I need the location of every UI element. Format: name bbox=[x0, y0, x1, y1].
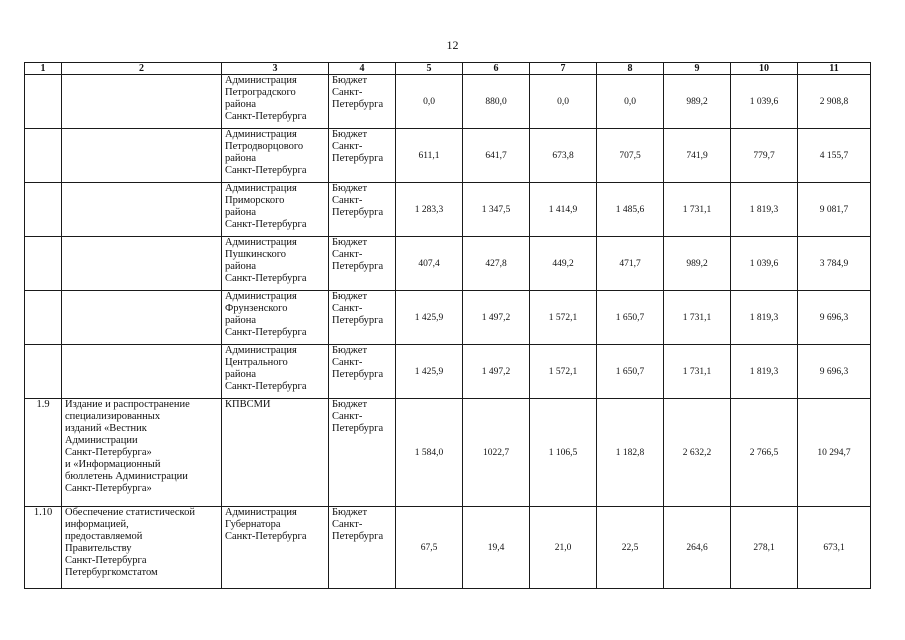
name_lines-line: предоставляемой bbox=[65, 531, 143, 542]
value-cell-col-7: 449,2 bbox=[530, 237, 597, 291]
value-cell-col-10: 1 039,6 bbox=[731, 75, 798, 129]
executor_lines-line: района bbox=[225, 153, 257, 164]
executor_lines-line: Администрация bbox=[225, 507, 297, 518]
value-cell-col-5: 1 584,0 bbox=[396, 399, 463, 507]
row-index-cell: 1.10 bbox=[25, 507, 62, 589]
name_lines-line: Обеспечение статистической bbox=[65, 507, 195, 518]
source_lines-line: Петербурга bbox=[332, 153, 384, 164]
source_lines-line: Петербурга bbox=[332, 261, 384, 272]
name_lines-line: Санкт-Петербурга» bbox=[65, 483, 152, 494]
value-cell-col-6: 880,0 bbox=[463, 75, 530, 129]
executor_lines-line: района bbox=[225, 207, 257, 218]
executor-cell bbox=[222, 507, 329, 589]
name_lines-line: Санкт-Петербурга bbox=[65, 555, 147, 566]
source_lines-line: Петербурга bbox=[332, 423, 384, 434]
source_lines-line: Бюджет bbox=[332, 237, 368, 248]
value-cell-col-8: 22,5 bbox=[597, 507, 664, 589]
executor-cell bbox=[222, 237, 329, 291]
executor_lines-line: Администрация bbox=[225, 345, 297, 356]
name_lines-line: изданий «Вестник bbox=[65, 423, 147, 434]
row-index-cell bbox=[25, 237, 62, 291]
page-number: 12 bbox=[446, 38, 459, 52]
funding-source-cell bbox=[329, 507, 396, 589]
source_lines-line: Бюджет bbox=[332, 75, 368, 86]
header-cell-11: 11 bbox=[798, 63, 871, 75]
value-cell-col-7: 1 572,1 bbox=[530, 345, 597, 399]
value-cell-col-5: 0,0 bbox=[396, 75, 463, 129]
source_lines-line: Санкт- bbox=[332, 357, 363, 368]
name_lines-line: Издание и распространение bbox=[65, 399, 190, 410]
value-cell-col-6: 19,4 bbox=[463, 507, 530, 589]
activity-name-cell bbox=[62, 399, 222, 507]
activity-name-cell bbox=[62, 183, 222, 237]
funding-source-cell bbox=[329, 183, 396, 237]
value-cell-col-5: 611,1 bbox=[396, 129, 463, 183]
value-cell-col-5: 1 425,9 bbox=[396, 345, 463, 399]
source_lines-line: Бюджет bbox=[332, 129, 368, 140]
row-index-cell bbox=[25, 291, 62, 345]
source_lines-line: Петербурга bbox=[332, 369, 384, 380]
executor_lines-line: Санкт-Петербурга bbox=[225, 531, 307, 542]
header-cell-4: 4 bbox=[329, 63, 396, 75]
source_lines-line: Петербурга bbox=[332, 207, 384, 218]
value-cell-col-11: 3 784,9 bbox=[798, 237, 871, 291]
value-cell-col-10: 278,1 bbox=[731, 507, 798, 589]
executor_lines-line: Петроградского bbox=[225, 87, 296, 98]
executor_lines-line: Санкт-Петербурга bbox=[225, 381, 307, 392]
source_lines-line: Санкт- bbox=[332, 411, 363, 422]
value-cell-col-10: 779,7 bbox=[731, 129, 798, 183]
header-cell-6: 6 bbox=[463, 63, 530, 75]
value-cell-col-6: 1 347,5 bbox=[463, 183, 530, 237]
name_lines-line: специализированных bbox=[65, 411, 161, 422]
executor_lines-line: Губернатора bbox=[225, 519, 281, 530]
value-cell-col-6: 1 497,2 bbox=[463, 291, 530, 345]
header-cell-3: 3 bbox=[222, 63, 329, 75]
executor_lines-line: Администрация bbox=[225, 183, 297, 194]
executor_lines-line: Администрация bbox=[225, 75, 297, 86]
value-cell-col-6: 1022,7 bbox=[463, 399, 530, 507]
table-row bbox=[25, 129, 871, 183]
row-index-cell: 1.9 bbox=[25, 399, 62, 507]
funding-source-cell bbox=[329, 237, 396, 291]
value-cell-col-8: 1 650,7 bbox=[597, 291, 664, 345]
executor_lines-line: Центрального bbox=[225, 357, 288, 368]
source_lines-line: Санкт- bbox=[332, 519, 363, 530]
value-cell-col-9: 1 731,1 bbox=[664, 345, 731, 399]
value-cell-col-8: 0,0 bbox=[597, 75, 664, 129]
name_lines-line: Администрации bbox=[65, 435, 138, 446]
executor_lines-line: Администрация bbox=[225, 129, 297, 140]
value-cell-col-5: 1 425,9 bbox=[396, 291, 463, 345]
table-row bbox=[25, 237, 871, 291]
row-index-cell bbox=[25, 129, 62, 183]
value-cell-col-10: 1 819,3 bbox=[731, 345, 798, 399]
table-row bbox=[25, 507, 871, 589]
executor_lines-line: КПВСМИ bbox=[225, 399, 271, 410]
executor_lines-line: Администрация bbox=[225, 291, 297, 302]
value-cell-col-6: 1 497,2 bbox=[463, 345, 530, 399]
source_lines-line: Санкт- bbox=[332, 141, 363, 152]
executor-cell bbox=[222, 183, 329, 237]
value-cell-col-9: 2 632,2 bbox=[664, 399, 731, 507]
value-cell-col-5: 1 283,3 bbox=[396, 183, 463, 237]
activity-name-cell bbox=[62, 507, 222, 589]
value-cell-col-7: 1 414,9 bbox=[530, 183, 597, 237]
value-cell-col-8: 1 485,6 bbox=[597, 183, 664, 237]
executor_lines-line: района bbox=[225, 315, 257, 326]
value-cell-col-9: 1 731,1 bbox=[664, 291, 731, 345]
executor-cell bbox=[222, 75, 329, 129]
executor_lines-line: района bbox=[225, 99, 257, 110]
value-cell-col-11: 10 294,7 bbox=[798, 399, 871, 507]
funding-source-cell bbox=[329, 75, 396, 129]
source_lines-line: Бюджет bbox=[332, 291, 368, 302]
value-cell-col-10: 2 766,5 bbox=[731, 399, 798, 507]
value-cell-col-9: 1 731,1 bbox=[664, 183, 731, 237]
source_lines-line: Петербурга bbox=[332, 99, 384, 110]
activity-name-cell bbox=[62, 237, 222, 291]
source_lines-line: Бюджет bbox=[332, 507, 368, 518]
executor_lines-line: района bbox=[225, 261, 257, 272]
executor-cell bbox=[222, 345, 329, 399]
executor-cell bbox=[222, 129, 329, 183]
header-cell-9: 9 bbox=[664, 63, 731, 75]
value-cell-col-5: 407,4 bbox=[396, 237, 463, 291]
executor_lines-line: Приморского bbox=[225, 195, 285, 206]
value-cell-col-7: 1 106,5 bbox=[530, 399, 597, 507]
source_lines-line: Бюджет bbox=[332, 183, 368, 194]
table-row bbox=[25, 291, 871, 345]
value-cell-col-11: 9 081,7 bbox=[798, 183, 871, 237]
table-row bbox=[25, 75, 871, 129]
source_lines-line: Петербурга bbox=[332, 315, 384, 326]
value-cell-col-6: 641,7 bbox=[463, 129, 530, 183]
source_lines-line: Бюджет bbox=[332, 399, 368, 410]
value-cell-col-11: 4 155,7 bbox=[798, 129, 871, 183]
row-index-cell bbox=[25, 345, 62, 399]
table-row bbox=[25, 183, 871, 237]
executor_lines-line: Санкт-Петербурга bbox=[225, 327, 307, 338]
executor-cell bbox=[222, 291, 329, 345]
header-cell-8: 8 bbox=[597, 63, 664, 75]
table-body bbox=[25, 75, 871, 589]
value-cell-col-10: 1 039,6 bbox=[731, 237, 798, 291]
value-cell-col-7: 1 572,1 bbox=[530, 291, 597, 345]
value-cell-col-8: 1 650,7 bbox=[597, 345, 664, 399]
value-cell-col-11: 2 908,8 bbox=[798, 75, 871, 129]
value-cell-col-7: 673,8 bbox=[530, 129, 597, 183]
value-cell-col-10: 1 819,3 bbox=[731, 291, 798, 345]
activity-name-cell bbox=[62, 75, 222, 129]
executor_lines-line: Фрунзенского bbox=[225, 303, 288, 314]
executor_lines-line: Пушкинского bbox=[225, 249, 287, 260]
row-index-cell bbox=[25, 75, 62, 129]
value-cell-col-5: 67,5 bbox=[396, 507, 463, 589]
value-cell-col-9: 989,2 bbox=[664, 75, 731, 129]
name_lines-line: Санкт-Петербурга» bbox=[65, 447, 152, 458]
value-cell-col-11: 673,1 bbox=[798, 507, 871, 589]
executor_lines-line: Петродворцового bbox=[225, 141, 304, 152]
source_lines-line: Санкт- bbox=[332, 249, 363, 260]
name_lines-line: и «Информационный bbox=[65, 459, 161, 470]
value-cell-col-6: 427,8 bbox=[463, 237, 530, 291]
table-row bbox=[25, 345, 871, 399]
executor_lines-line: района bbox=[225, 369, 257, 380]
source_lines-line: Санкт- bbox=[332, 303, 363, 314]
value-cell-col-11: 9 696,3 bbox=[798, 345, 871, 399]
executor_lines-line: Санкт-Петербурга bbox=[225, 111, 307, 122]
header-cell-10: 10 bbox=[731, 63, 798, 75]
name_lines-line: информацией, bbox=[65, 519, 129, 530]
executor_lines-line: Санкт-Петербурга bbox=[225, 219, 307, 230]
source_lines-line: Петербурга bbox=[332, 531, 384, 542]
header-cell-5: 5 bbox=[396, 63, 463, 75]
executor_lines-line: Администрация bbox=[225, 237, 297, 248]
executor_lines-line: Санкт-Петербурга bbox=[225, 273, 307, 284]
header-cell-7: 7 bbox=[530, 63, 597, 75]
value-cell-col-11: 9 696,3 bbox=[798, 291, 871, 345]
name_lines-line: Петербургкомстатом bbox=[65, 567, 158, 578]
table-row bbox=[25, 399, 871, 507]
funding-source-cell bbox=[329, 291, 396, 345]
value-cell-col-9: 989,2 bbox=[664, 237, 731, 291]
executor-cell bbox=[222, 399, 329, 507]
value-cell-col-10: 1 819,3 bbox=[731, 183, 798, 237]
value-cell-col-8: 471,7 bbox=[597, 237, 664, 291]
funding-source-cell bbox=[329, 399, 396, 507]
funding-source-cell bbox=[329, 345, 396, 399]
name_lines-line: бюллетень Администрации bbox=[65, 471, 188, 482]
value-cell-col-8: 1 182,8 bbox=[597, 399, 664, 507]
source_lines-line: Санкт- bbox=[332, 195, 363, 206]
executor_lines-line: Санкт-Петербурга bbox=[225, 165, 307, 176]
row-index-cell bbox=[25, 183, 62, 237]
funding-source-cell bbox=[329, 129, 396, 183]
activity-name-cell bbox=[62, 291, 222, 345]
budget-table bbox=[24, 62, 871, 589]
table-header-row bbox=[25, 63, 871, 75]
source_lines-line: Санкт- bbox=[332, 87, 363, 98]
header-cell-1: 1 bbox=[25, 63, 62, 75]
value-cell-col-9: 264,6 bbox=[664, 507, 731, 589]
activity-name-cell bbox=[62, 345, 222, 399]
activity-name-cell bbox=[62, 129, 222, 183]
value-cell-col-7: 21,0 bbox=[530, 507, 597, 589]
source_lines-line: Бюджет bbox=[332, 345, 368, 356]
value-cell-col-7: 0,0 bbox=[530, 75, 597, 129]
header-cell-2: 2 bbox=[62, 63, 222, 75]
value-cell-col-8: 707,5 bbox=[597, 129, 664, 183]
name_lines-line: Правительству bbox=[65, 543, 132, 554]
value-cell-col-9: 741,9 bbox=[664, 129, 731, 183]
